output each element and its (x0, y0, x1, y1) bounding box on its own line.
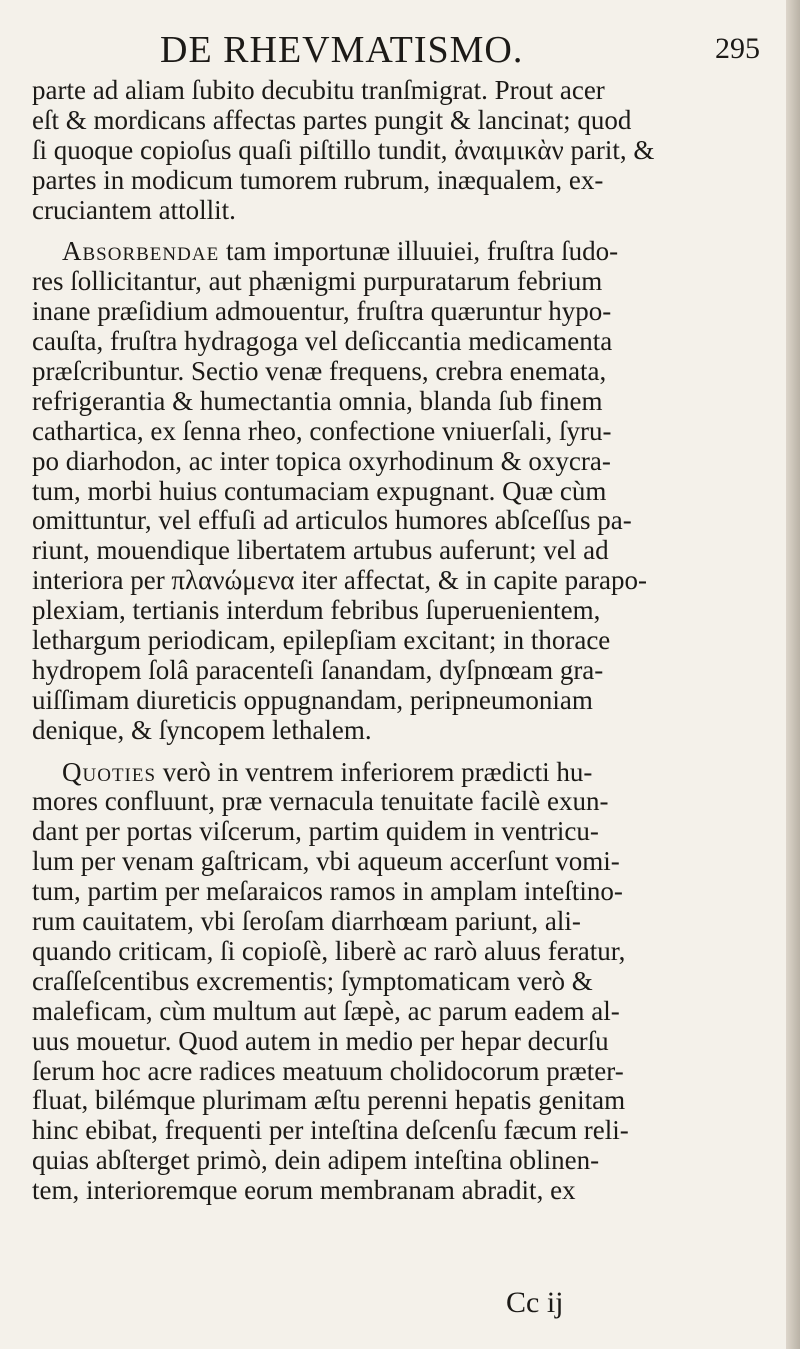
text-line: interiora per πλανώμενα iter affectat, & in capite parapo- (32, 566, 648, 596)
text-line: parte ad aliam ſubito decubitu tranſmigrat. Prout acer (32, 76, 605, 105)
paragraph-lead-word: Absorbendae (62, 237, 220, 267)
text-line: denique, & ſyncopem lethalem. (32, 715, 372, 745)
page-header (160, 28, 760, 76)
text-line: ſerum hoc acre radices meatuum cholidocorum præter- (32, 1056, 624, 1086)
text-line: uus mouetur. Quod autem in medio per hepar decurſu (32, 1026, 609, 1056)
signature-mark: Cc ij (506, 1286, 564, 1319)
text-line: quias abſterget primò, dein adipem inteſtina oblinen- (32, 1146, 600, 1176)
text-line: lethargum periodicam, epilepſiam excitant; in thorace (32, 626, 611, 656)
paragraph-first-line-rest: verò in ventrem inferiorem prædicti hu- (156, 757, 593, 787)
text-line: dant per portas viſcerum, partim quidem in ventricu- (32, 817, 599, 847)
paragraph-2 (32, 237, 654, 745)
text-line: tum, partim per meſaraicos ramos in amplam inteſtino- (32, 877, 623, 907)
text-line (32, 758, 654, 788)
text-line (32, 237, 654, 267)
text-line: riunt, mouendique libertatem artubus auferunt; vel ad (32, 536, 609, 566)
text-line: mores confluunt, præ vernacula tenuitate facilè exun- (32, 787, 609, 817)
text-line: uiſſimam diureticis oppugnandam, peripneumoniam (32, 685, 593, 715)
paragraph-3 (32, 758, 654, 1206)
text-line: res ſollicitantur, aut phænigmi purpuratarum febrium (32, 267, 603, 297)
text-line: lum per venam gaſtricam, vbi aqueum accerſunt vomi- (32, 847, 620, 877)
paragraph-spacer (32, 746, 654, 758)
text-line: maleficam, cùm multum aut ſæpè, ac parum eadem al- (32, 996, 620, 1026)
text-line: po diarhodon, ac inter topica oxyrhodinum & oxycra- (32, 446, 611, 476)
body-text (32, 76, 654, 1206)
text-line: cruciantem attollit. (32, 195, 236, 225)
text-line: omittuntur, vel effuſi ad articulos humores abſceſſus pa- (32, 506, 632, 536)
paragraph-lead-word: Quoties (62, 757, 157, 787)
text-line: ſi quoque copioſus quaſi piſtillo tundit, ἀναιμικὰν parit, & (32, 135, 654, 165)
text-line: cathartica, ex ſenna rheo, confectione vniuerſali, ſyru- (32, 416, 612, 446)
running-head: DE RHEVMATISMO. (160, 29, 524, 71)
text-line: eſt & mordicans affectas partes pungit & lancinat; quod (32, 105, 632, 135)
paragraph-1 (32, 76, 654, 225)
text-line: hydropem ſolâ paracenteſi ſanandam, dyſpnœam gra- (32, 655, 604, 685)
text-line: inane præſidium admouentur, fruſtra quæruntur hypo- (32, 297, 612, 327)
text-line: hinc ebibat, frequenti per inteſtina deſcenſu fæcum reli- (32, 1116, 629, 1146)
text-line: partes in modicum tumorem rubrum, inæqualem, ex- (32, 165, 604, 195)
text-line: fluat, bilémque plurimam æſtu perenni hepatis genitam (32, 1086, 626, 1116)
text-line: quando criticam, ſi copioſè, liberè ac rarò aluus feratur, (32, 936, 626, 966)
text-line: tem, interioremque eorum membranam abradit, ex (32, 1176, 576, 1206)
text-line: refrigerantia & humectantia omnia, blanda ſub finem (32, 386, 603, 416)
text-line: plexiam, tertianis interdum febribus ſuperuenientem, (32, 596, 601, 626)
paragraph-first-line-rest: tam importunæ illuuiei, fruſtra ſudo- (219, 237, 619, 267)
page-number: 295 (715, 32, 760, 65)
text-line: cauſta, fruſtra hydragoga vel deſiccantia medicamenta (32, 327, 613, 357)
text-line: craſſeſcentibus excrementis; ſymptomaticam verò & (32, 966, 593, 996)
text-line: tum, morbi huius contumaciam expugnant. Quæ cùm (32, 476, 607, 506)
text-line: rum cauitatem, vbi ſeroſam diarrhœam pariunt, ali- (32, 907, 581, 937)
text-line: præſcribuntur. Sectio venæ frequens, crebra enemata, (32, 357, 607, 387)
paragraph-spacer (32, 225, 654, 237)
page-gutter-shadow (786, 0, 800, 1349)
